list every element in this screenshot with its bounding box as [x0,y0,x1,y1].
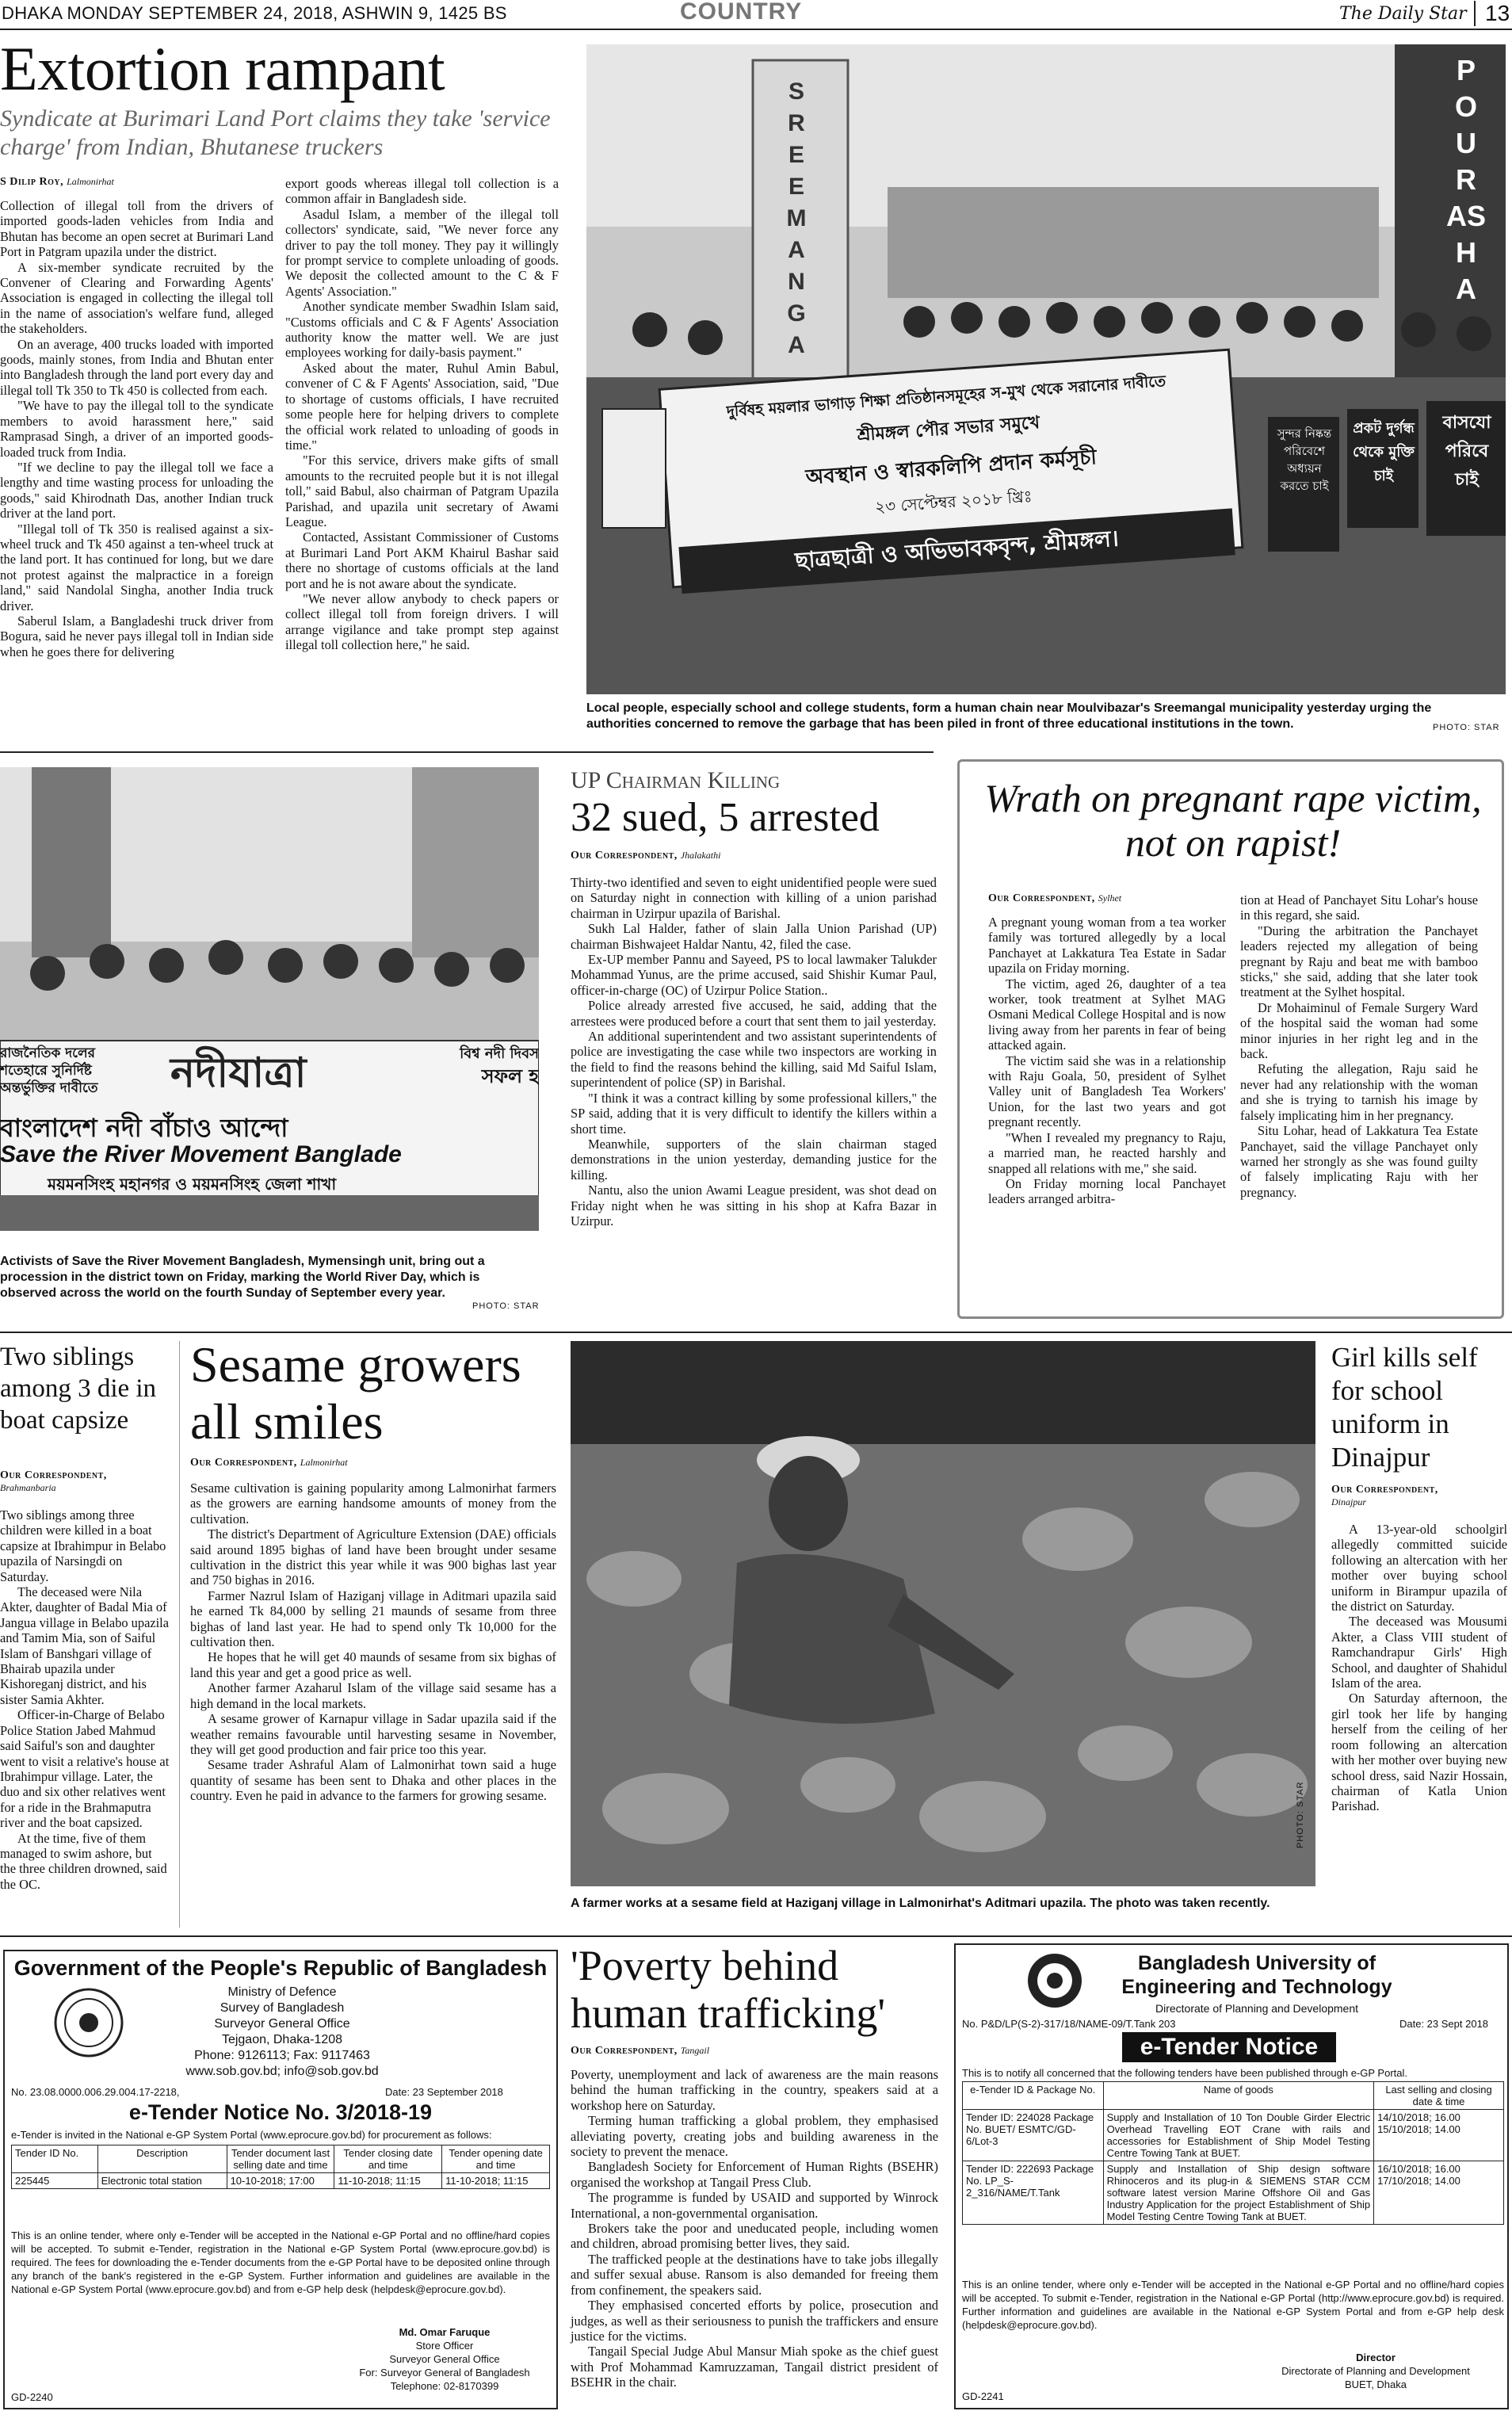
wrath-headline: Wrath on pregnant rape victim, not on rapist! [984,776,1482,865]
photo1-credit: PHOTO: STAR [1433,723,1500,732]
girl-body: A 13-year-old schoolgirl allegedly committed suicide following an altercation with her mother over buying school uniform in Birampur upazila of the district on Saturday. The deceased was Mousumi Akter, a Class VIII student of Ramchandrapur Girls' High School, and daughter of Shahidul Islam of the area. On Saturday afternoon, the girl took her life by hanging herself from the ceiling of her room following an altercation with her mother over buying new school dress, said Nazir Hossain, chairman of Katla Union Parishad. [1331,1522,1507,1814]
table-header: e-Tender ID & Package No. [963,2082,1104,2110]
buet-emblem-icon [1025,1951,1084,2010]
sesame-field-illustration [571,1341,1315,1886]
table-cell: Electronic total station [97,2173,227,2189]
table-header: Name of goods [1103,2082,1374,2110]
gov-ad-title: Government of the People's Republic of Bangladesh [13,1956,548,1980]
survey-emblem-icon [52,1986,125,2059]
photo3-credit: PHOTO: STAR [1296,1781,1305,1848]
table-cell: 225445 [12,2173,98,2189]
girl-headline: Girl kills self for school uniform in Dinajpur [1331,1342,1478,1473]
gov-ad-note: This is an online tender, where only e-Tender will be accepted in the National e-GP Portal and no offline/hard copies will be accepted. To submit e-Tender, registration in the National e-GP System Portal (www.eprocure.gov.bd) is required. The fees for downloading the e-Tender documents from the e-GP Portal have to be deposited online through any branch of the bank's registered in the e-GP System. Further information and guidelines are available in the National e-GP System Portal (www.eprocure.gov.bd) and from e-GP help desk (helpdesk@eprocure.gov.bd). [11,2230,550,2295]
banner-line: শতেহারে সুনির্দিষ্ট [0,1063,92,1079]
extortion-col2: export goods whereas illegal toll collection is a common affair in Bangladesh side. Asadul Islam, a member of the illegal toll collectors' syndicate, said, "We never force any driver to pay the toll money. They pay it willingly for prompt service to complete unloading of goods. We deposit the collected amount to the C & F Agents' Association." Another syndicate member Swadhin Islam said, "Customs officials and C & F Agents' Association authority know the matter well. We are just employees working for daily-basis payment." Asked about the mater, Ruhul Amin Babul, convener of C & F Agents' Association, said, "Due to shortage of customs officials, I have recruited some people here for helping drivers to complete the official work related to unloading of goods in time." "For this service, drivers make gifts of small amounts to the recruited people but it is not illegal toll," said Babul, also chairman of Patgram Upazila Parishad, and upazila unit secretary of Awami League. Contacted, Assistant Commissioner of Customs at Burimari Land Port AKM Khairul Bashar said there no shortage of customs officials at the land port and he is not aware about the syndicate. "We never allow anybody to check papers or collect illegal toll from foreign drivers. I will arrange vigilance and take prompt step against illegal toll collection here," he said. [285,176,559,653]
river-banner-main: নদীযাত্রা [170,1049,307,1097]
river-rally-photo [0,767,539,1231]
section-rule [0,1332,1512,1333]
buet-ad-title: Bangladesh University of Engineering and Technology [1121,1952,1392,1998]
river-banner-english: Save the River Movement Banglade [0,1141,402,1167]
table-cell: 16/10/2018; 16.00 17/10/2018; 14.00 [1374,2161,1504,2225]
table-cell: Supply and Installation of 10 Ton Double Girder Electric Overhead Travelling EOT Crane with rails and accessories for Establishment of Ship Model Testing Centre Towing Tank at BUET. [1103,2110,1374,2161]
river-banner-bottom: ময়মনসিংহ মহানগর ও ময়মনসিংহ জেলা শাখা [48,1175,337,1194]
girl-byline: Our Correspondent, Dinajpur [1331,1484,1438,1507]
up-killing-body: Thirty-two identified and seven to eight unidentified people were sued on Saturday night in connection with killing of a union parishad chairman in Uzirpur upazila of Barishal. Sukh Lal Halder, father of slain Jalla Union Parishad (UP) chairman Bishwajeet Haldar Nantu, 42, filed the case. Ex-UP member Pannu and Sayeed, PS to local lawmaker Talukder Mohammad Yunus, are the prime accused, said Shishir Kumar Paul, officer-in-charge (OC) of Uzirpur Police Station.. Police already arrested five accused, he said, adding that the arrestees were produced before a court that sent them to jail yesterday. An additional superintendent and two assistant superintendents of police are investigating the case while two inspectors are working in the field to find the reasons behind the killing, said Md Saiful Islam, superintendent of police (SP) in Barishal. "I think it was a contract killing by some professional killers," the SP said, adding that it is very difficult to identify the killers within a short time. Meanwhile, supporters of the slain chairman staged demonstrations in the union yesterday, demanding justice for the killing. Nantu, also the union Awami League president, was shot dead on Friday night when he was sitting in his shop at Kafra Bazar in Uzirpur. [571,875,937,1228]
gov-ad-table [11,2145,550,2189]
page-number: 13 [1474,1,1510,26]
wrath-box [957,759,1504,1319]
masthead-logo: The Daily Star [1339,4,1467,24]
banner-line: রাজনৈতিক দলের [0,1045,95,1061]
banner-line: ছাত্রছাত্রী ও অভিভাবকবৃন্দ, শ্রীমঙ্গল। [678,508,1235,594]
banner-line: বিশ্ব নদী দিবস [460,1045,539,1062]
gov-ad-code: GD-2240 [11,2391,53,2403]
section-name: COUNTRY [680,0,803,25]
siblings-body: Two siblings among three children were killed in a boat capsize at Ibrahimpur in Belabo upazila of Narsingdi on Saturday. The deceased were Nila Akter, daughter of Badal Mia of Jangua village in Belabo upazila and Tamim Mia, son of Saiful Islam of Banshgari village of Bhairab upazila under Kishoreganj district, and his sister Samia Akhter. Officer-in-Charge of Belabo Police Station Jabed Mahmud said Saiful's son and daughter went to visit a relative's house at Ibrahimpur village. Later, the duo and six other relatives went for a ride in the Brahmaputra river and the boat capsized. At the time, five of them managed to swim ashore, but the three children drowned, said the OC. [0,1507,170,1892]
buet-ad-code: GD-2241 [962,2390,1004,2402]
table-row [963,2161,1504,2225]
sesame-byline: Our Correspondent, Lalmonirhat [190,1457,348,1469]
column-rule [179,1341,180,1928]
river-banner-left [0,1045,158,1097]
gov-ad-signature: Md. Omar Faruque Store Officer Surveyor General Office For: Surveyor General of Bangladesh Telephone: 02-8170399 [359,2326,530,2392]
wrath-col2: tion at Head of Panchayet Situ Lohar's house in this regard, she said. "During the arbitration the Panchayet leaders rejected my allegation of being pregnant by Raju and beat me with bamboo sticks," she said, adding that she later took treatment at the Sylhet hospital. Dr Mohaiminul of Female Surgery Ward of the hospital said the woman had some minor injuries in her right leg and in the back. Refuting the allegation, Raju said he never had any relationship with the woman and she is trying to tarnish his image by falsely implicating him in her pregnancy. Situ Lohar, head of Lakkatura Tea Estate Panchayet, said the village Panchayet only warned her strongly as she was found guilty of falsely implicating Raju with her pregnancy. [1240,892,1478,1200]
banner-line: ২৩ সেপ্টেম্বর ২০১৮ খ্রিঃ [874,486,1033,517]
table-header: Tender document last selling date and time [227,2145,334,2173]
extortion-col1: Collection of illegal toll from the drivers of imported goods-laden vehicles from India and Bhutan has become an open secret at Burimari Land Port in Patgram upazila under the district. A six-member syndicate recruited by the Convener of Clearing and Forwarding Agents' Association is engaged in collecting the illegal toll in the name of association's welfare fund, alleged the stakeholders. On an average, 400 trucks loaded with imported goods, mainly stones, from India and Bhutan enter into Bangladesh through the land port every day and illegal toll Tk 350 to Tk 450 is collected from each. "We have to pay the illegal toll to the syndicate members to avoid harassment here," said Ramprasad Singh, a driver of an imported goods-loaded truck from India. "If we decline to pay the illegal toll we face a lengthy and time wasting process for unloading the goods," said Khirodnath Das, another Indian truck driver at the land port. "Illegal toll of Tk 350 is realised against a six-wheel truck and Tk 450 against a ten-wheel truck at the land port. It has continued for long, but we dare not protest against the malpractice in a foreign land," said Nandolal Singha, another India truck driver. Saberul Islam, a Bangladeshi truck driver from Bogura, said he never pays illegal toll in Indian side when he goes there for delivering [0,198,273,659]
extortion-byline: S Dilip Roy, Lalmonirhat [0,176,114,188]
buet-tender-ad [954,1943,1509,2409]
table-header: Tender closing date and time [334,2145,442,2173]
photo2-caption: Activists of Save the River Movement Bangladesh, Mymensingh unit, bring out a procession in the district town on Friday, marking the World River Day, which is observed across the world on the fourth Sunday of September every year. [0,1255,485,1300]
table-cell: 11-10-2018; 11:15 [442,2173,550,2189]
sesame-farmer-photo [571,1341,1315,1886]
table-row [963,2110,1504,2161]
buet-ad-intro: This is to notify all concerned that the following tenders have been published through e-GP Portal. [962,2067,1407,2079]
table-header: Description [97,2145,227,2173]
gov-ad-address: Ministry of Defence Survey of Bangladesh Surveyor General Office Tejgaon, Dhaka-1208 Phone: 9126113; Fax: 9117463 www.sob.gov.bd; info@sob.gov.bd [185,1985,379,2078]
sesame-headline: Sesame growers all smiles [190,1336,521,1450]
human-chain-illustration [586,44,1506,694]
up-killing-byline: Our Correspondent, Jhalakathi [571,850,721,862]
river-banner-bengali: বাংলাদেশ নদী বাঁচাও আন্দো [0,1113,288,1143]
buet-ad-signature: Director Directorate of Planning and Development BUET, Dhaka [1281,2352,1470,2390]
poverty-byline: Our Correspondent, Tangail [571,2045,710,2057]
banner-line: সফল হ [481,1065,539,1087]
banner-line: অন্তর্ভুক্তির দাবীতে [0,1080,98,1096]
table-cell: Tender ID: 222693 Package No. LP_S-2_316/NAME/T.Tank [963,2161,1104,2225]
dateline: DHAKA MONDAY SEPTEMBER 24, 2018, ASHWIN 9, 1425 BS [2,3,507,23]
gate-sign-left: SREEMANGA [786,78,807,358]
human-chain-photo [586,44,1506,694]
poverty-headline: 'Poverty behind human trafficking' [571,1942,886,2037]
wrath-col1: A pregnant young woman from a tea worker family was tortured allegedly by a local Panchayet at Lakkatura Tea Estate in Sadar upazila on Friday morning. The victim, aged 26, daughter of a tea worker, took treatment at Sylhet MAG Osmani Medical College Hospital and is now living away from her parents in fear of being attacked again. The victim said she was in a relationship with Raju Goala, 50, president of Sylhet Valley unit of Bangladesh Tea Workers' Union, for the last two years and got pregnant recently. "When I revealed my pregnancy to Raju, a married man, he reacted harshly and snapped all relations with me," she said. On Friday morning local Panchayet leaders arranged arbitra- [988,915,1226,1207]
placard: বাসযো পরিবে চাই [1442,413,1491,490]
table-cell: 10-10-2018; 17:00 [227,2173,334,2189]
extortion-headline: Extortion rampant [0,34,445,103]
gov-ad-date: Date: 23 September 2018 [385,2086,503,2098]
gov-ad-ref: No. 23.08.0000.006.29.004.17-2218, [11,2086,180,2098]
banner-line: শ্রীমঙ্গল পৌর সভার সমুখে [856,413,1040,446]
poverty-body: Poverty, unemployment and lack of awareness are the main reasons behind the human trafficking in the country, speakers said at a workshop here on Saturday. Terming human trafficking a global problem, they emphasised alleviating poverty, creating jobs and building awareness in the society to prevent the menace. Bangladesh Society for Enforcement of Human Rights (BSEHR) organised the workshop at Tangail Press Club. The programme is funded by USAID and supported by Winrock International, a non-governmental organisation. Brokers take the poor and uneducated people, including women and children, abroad promising better lives, they said. The trafficked people at the destinations have to take jobs illegally and suffer sexual abuse. Ransom is also demanded for freeing them from confinement, the speakers said. They emphasised concerted efforts by police, prosecution and judges, as well as their seriousness to punish the traffickers and ensure justice for the victims. Tangail Special Judge Abul Mansur Miah spoke as the chief guest with Prof Mohammad Kamruzzaman, Tangail district president of BSEHR in the chair. [571,2067,938,2390]
buet-ad-ref: No. P&D/LP(S-2)-317/18/NAME-09/T.Tank 203 [962,2018,1176,2030]
table-cell: Tender ID: 224028 Package No. BUET/ ESMTC/GD-6/Lot-3 [963,2110,1104,2161]
photo3-caption: A farmer works at a sesame field at Haziganj village in Lalmonirhat's Aditmari upazila. The photo was taken recently. [571,1897,1270,1910]
buet-ad-date: Date: 23 Sept 2018 [1399,2018,1489,2030]
up-killing-kicker: UP Chairman Killing [571,767,781,793]
extortion-subhead: Syndicate at Burimari Land Port claims they take 'service charge' from Indian, Bhutanese truckers [0,105,551,160]
section-rule [0,751,934,753]
siblings-byline: Our Correspondent, Brahmanbaria [0,1469,107,1493]
photo2-credit: PHOTO: STAR [472,1301,540,1311]
photo1-caption: Local people, especially school and college students, form a human chain near Moulvibazar's Sreemangal municipality yesterday urging the authorities concerned to remove the garbage that has been piled in front of three educational institutions in the town. [586,701,1432,731]
page-header [0,0,1512,30]
table-header: Tender ID No. [12,2145,98,2173]
buet-ad-sub: Directorate of Planning and Development [1155,2002,1359,2015]
sesame-body: Sesame cultivation is gaining popularity among Lalmonirhat farmers as the growers are earning handsome amounts of money from the cultivation. The district's Department of Agriculture Extension (DAE) officials said around 1895 bighas of land have been brought under sesame cultivation in the district this year while it was 900 bighas last year and 750 bighas in 2016. Farmer Nazrul Islam of Haziganj village in Aditmari upazila said he earned Tk 84,000 by selling 21 maunds of sesame from three bighas of land last year. He had to spend only Tk 10,000 for the cultivation then. He hopes that he will get 40 maunds of sesame from six bighas of land this year and get a good price as well. Another farmer Azaharul Islam of the village said sesame has a high demand in the local markets. A sesame grower of Karnapur village in Sadar upazila said if the weather remains favourable until harvesting sesame in November, they will get good production and fair price too this year. Sesame trader Ashraful Alam of Lalmonirhat town said a huge quantity of sesame has been sent to Dhaka and other places in the country. Even he paid in advance to the farmers for growing sesame. [190,1481,556,1804]
table-cell: 11-10-2018; 11:15 [334,2173,442,2189]
placard: সুন্দর নিষ্কন্ত পরিবেশে অধ্যয়ন করতে চাই [1277,426,1332,493]
gov-ad-invite: e-Tender is invited in the National e-GP System Portal (www.eprocure.gov.bd) for procurement as follows: [11,2129,492,2141]
buet-ad-note: This is an online tender, where only e-Tender will be accepted in the National e-GP Portal and no offline/hard copies will be accepted. To submit e-Tender, registration in the National e-GP Portal (http://www.eprocure.gov.bd) is required. Further information and guidelines are available in the National e-GP System Portal and from e-GP help desk (helpdesk@eprocure.gov.bd). [962,2279,1504,2331]
gate-sign-right: POURASHA [1446,54,1487,305]
table-cell: 14/10/2018; 16.00 15/10/2018; 14.00 [1374,2110,1504,2161]
siblings-headline: Two siblings among 3 die in boat capsize [0,1343,157,1435]
table-header: Tender opening date and time [442,2145,550,2173]
gov-ad-notice-title: e-Tender Notice No. 3/2018-19 [128,2100,433,2124]
up-killing-headline: 32 sued, 5 arrested [571,795,880,840]
section-rule [0,1935,1512,1937]
river-banner-right [412,1043,539,1087]
banner-line: অবস্থান ও স্বারকলিপি প্রদান কর্মসূচী [804,445,1098,490]
placard: প্রকট দুর্গন্ধ থেকে মুক্তি চাই [1353,420,1415,484]
wrath-byline: Our Correspondent, Sylhet [988,892,1122,904]
banner-line: দুর্বিষহ ময়লার ভাগাড় শিক্ষা প্রতিষ্ঠানসমূহের স-মুখ থেকে সরানোর দাবীতে [726,372,1166,421]
gov-tender-ad [3,1950,558,2409]
buet-ad-notice-title: e-Tender Notice [1122,2032,1336,2062]
buet-ad-table [962,2081,1504,2225]
table-header: Last selling and closing date & time [1374,2082,1504,2110]
table-cell: Supply and Installation of Ship design software Rhinoceros and its plug-in & SIEMENS STAR CCM software latest version Marine Offshore Oil and Gas Industry Application for the project Establishment of Ship Model Testing Centre Towing Tank at BUET. [1103,2161,1374,2225]
